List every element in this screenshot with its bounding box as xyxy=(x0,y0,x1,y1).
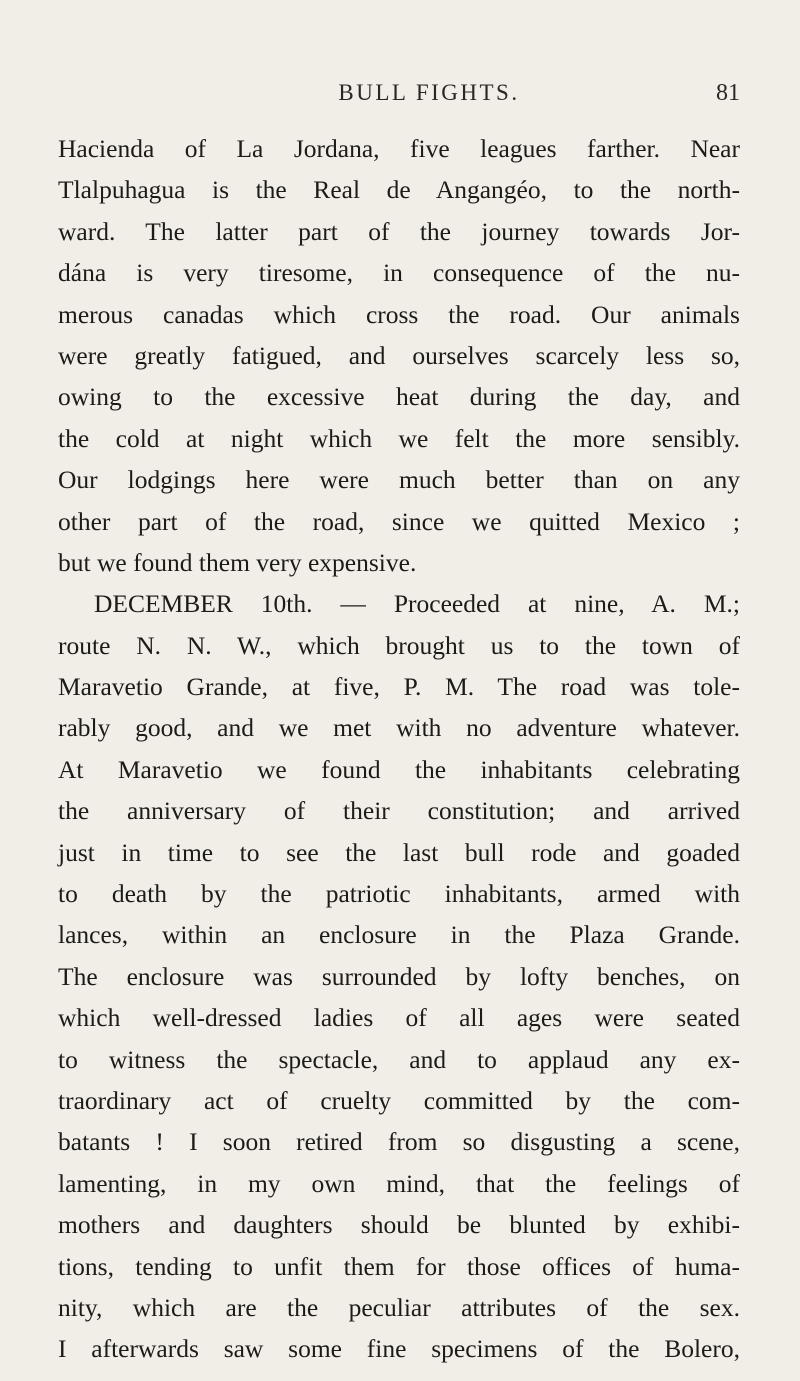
text-line: Our lodgings here were much better than on any xyxy=(58,465,740,495)
text-line: tions, tending to unfit them for those offices of huma- xyxy=(58,1251,740,1281)
page-number: 81 xyxy=(716,80,740,106)
text-line: the cold at night which we felt the more sensibly. xyxy=(58,423,740,453)
running-head xyxy=(58,80,740,110)
text-line: were greatly fatigued, and ourselves scarcely less so, xyxy=(58,340,740,370)
text-line: the anniversary of their constitution; and arrived xyxy=(58,796,740,826)
text-line: ward. The latter part of the journey towards Jor- xyxy=(58,216,740,246)
text-line: The enclosure was surrounded by lofty benches, on xyxy=(58,961,740,991)
text-line: to death by the patriotic inhabitants, armed with xyxy=(58,879,740,909)
text-line: Maravetio Grande, at five, P. M. The road was tole- xyxy=(58,672,740,702)
text-line: DECEMBER 10th. — Proceeded at nine, A. M.; xyxy=(94,589,740,619)
running-title: BULL FIGHTS. xyxy=(338,80,520,105)
text-line: nity, which are the peculiar attributes of the sex. xyxy=(58,1292,740,1322)
text-line: batants ! I soon retired from so disgusting a scene, xyxy=(58,1127,740,1157)
text-line: lances, within an enclosure in the Plaza Grande. xyxy=(58,920,740,950)
text-line: other part of the road, since we quitted Mexico ; xyxy=(58,506,740,536)
text-line: rably good, and we met with no adventure whatever. xyxy=(58,713,740,743)
text-line: to witness the spectacle, and to applaud any ex- xyxy=(58,1044,740,1074)
text-line: Hacienda of La Jordana, five leagues farther. Near xyxy=(58,134,740,163)
text-line: mothers and daughters should be blunted by exhibi- xyxy=(58,1210,740,1240)
body-text xyxy=(58,128,740,1370)
text-line: but we found them very expensive. xyxy=(58,547,417,577)
text-line: traordinary act of cruelty committed by the com- xyxy=(58,1085,740,1115)
text-line: I afterwards saw some fine specimens of the Bolero, xyxy=(58,1334,740,1364)
text-line: At Maravetio we found the inhabitants celebrating xyxy=(58,754,740,784)
text-line: Tlalpuhagua is the Real de Angangéo, to the north- xyxy=(58,175,740,205)
text-line: route N. N. W., which brought us to the town of xyxy=(58,630,740,660)
text-line: owing to the excessive heat during the day, and xyxy=(58,382,740,412)
text-line: just in time to see the last bull rode and goaded xyxy=(58,837,740,867)
text-line: which well-dressed ladies of all ages were seated xyxy=(58,1003,740,1033)
text-line: merous canadas which cross the road. Our animals xyxy=(58,299,740,329)
text-line: dána is very tiresome, in consequence of the nu- xyxy=(58,258,740,288)
text-line: lamenting, in my own mind, that the feelings of xyxy=(58,1168,740,1198)
